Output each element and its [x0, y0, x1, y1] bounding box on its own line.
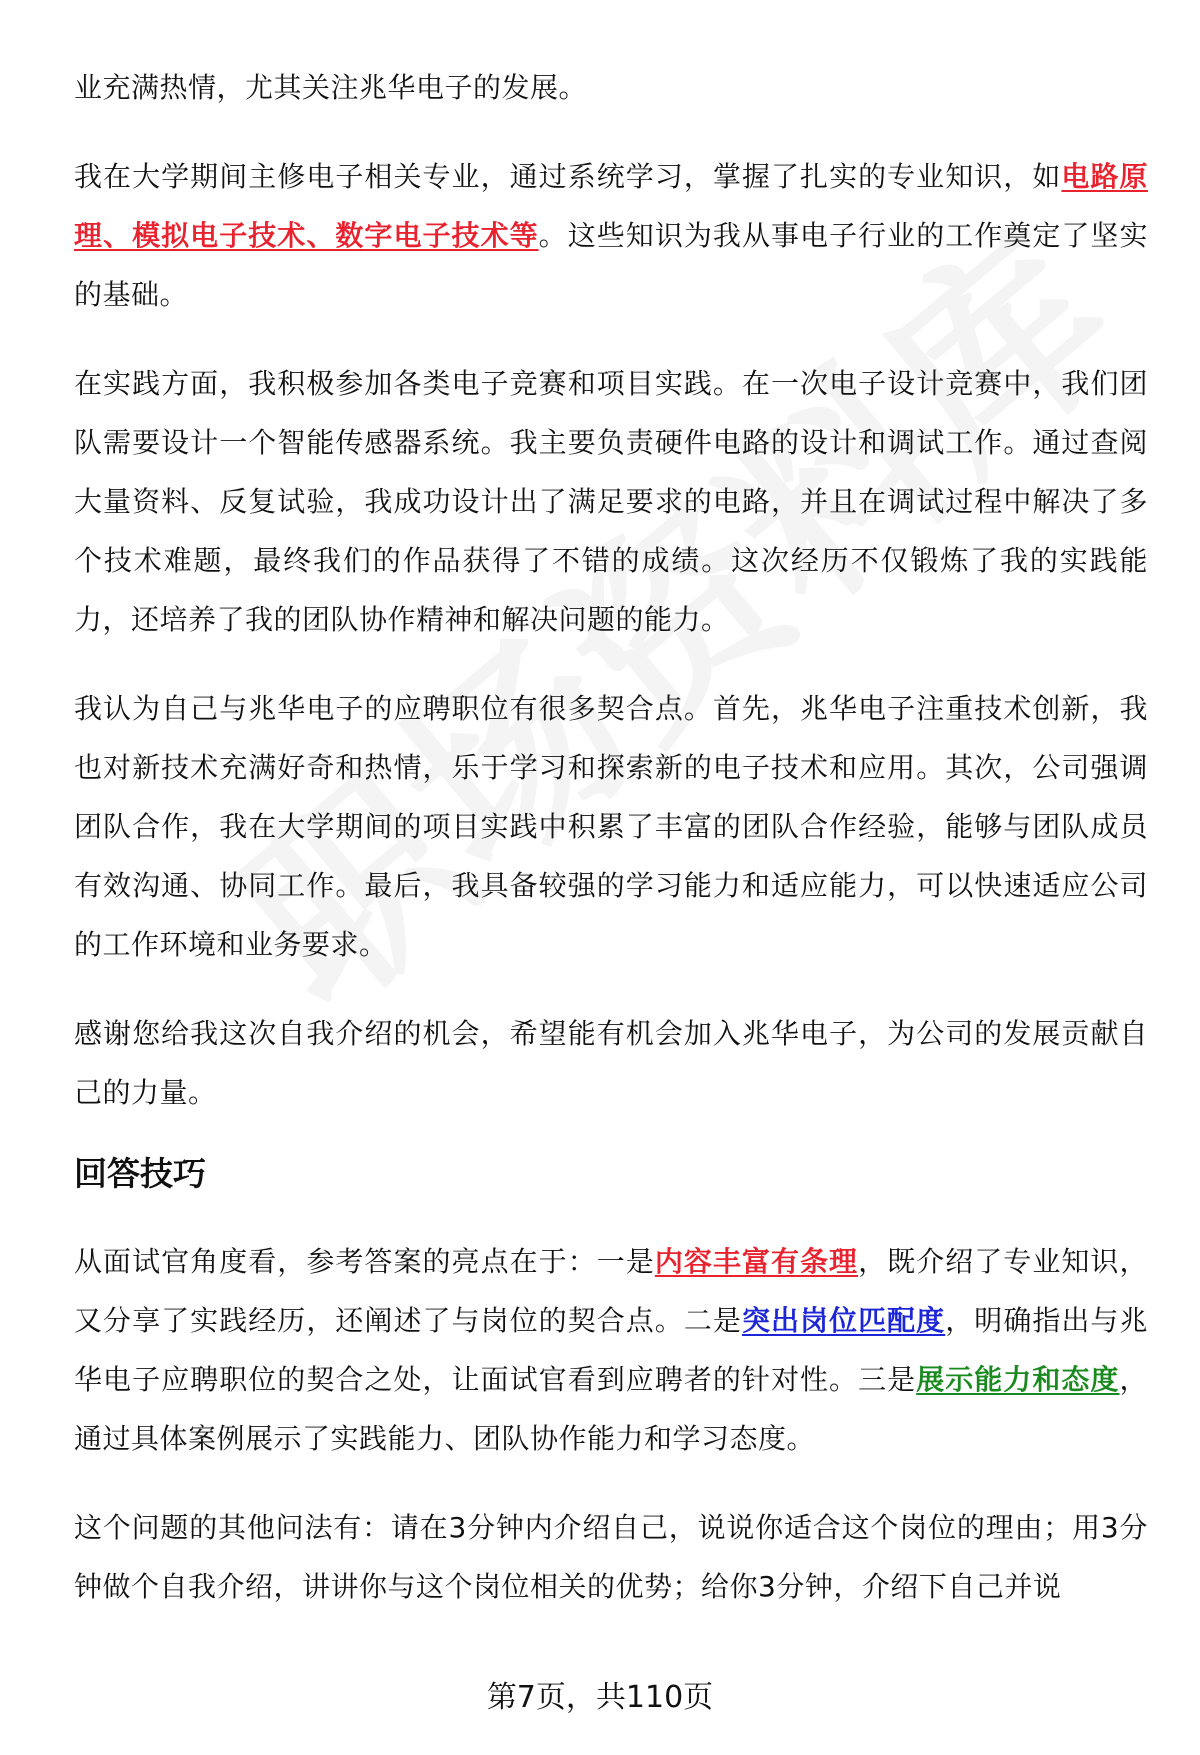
- paragraph-text: 从面试官角度看，参考答案的亮点在于：一是: [74, 1245, 655, 1278]
- page-content: [74, 58, 1148, 1646]
- paragraph-text: 我在大学期间主修电子相关专业，通过系统学习，掌握了扎实的专业知识，如: [74, 160, 1062, 193]
- paragraph-text: 在实践方面，我积极参加各类电子竞赛和项目实践。在一次电子设计竞赛中，我们团队需要设计一个智能传感器系统。我主要负责硬件电路的设计和调试工作。通过查阅大量资料、反复试验，我成功设计出了满足要求的电路，并且在调试过程中解决了多个技术难题，最终我们的作品获得了不错的成绩。这次经历不仅锻炼了我的实践能力，还培养了我的团队协作精神和解决问题的能力。: [74, 367, 1148, 636]
- paragraph-text: 感谢您给我这次自我介绍的机会，希望能有机会加入兆华电子，为公司的发展贡献自己的力量。: [74, 1017, 1148, 1109]
- paragraph-fit: [74, 679, 1148, 974]
- paragraph-other-questions: [74, 1498, 1148, 1616]
- paragraph-tips: [74, 1232, 1148, 1468]
- paragraph-text: ，既介绍了专业知识，又分享了实践经历，还阐述了与岗位的契合点。二是: [74, 1245, 1148, 1337]
- paragraph-thanks: [74, 1004, 1148, 1122]
- paragraph-text: 这个问题的其他问法有：请在3分钟内介绍自己，说说你适合这个岗位的理由；用3分钟做个自我介绍，讲讲你与这个岗位相关的优势；给你3分钟，介绍下自己并说: [74, 1511, 1148, 1603]
- paragraph-practice: [74, 354, 1148, 649]
- paragraph-text: 业充满热情，尤其关注兆华电子的发展。: [74, 71, 588, 104]
- paragraph-text: ，通过具体案例展示了实践能力、团队协作能力和学习态度。: [74, 1363, 1148, 1455]
- paragraph-text: 我认为自己与兆华电子的应聘职位有很多契合点。首先，兆华电子注重技术创新，我也对新技术充满好奇和热情，乐于学习和探索新的电子技术和应用。其次，公司强调团队合作，我在大学期间的项目实践中积累了丰富的团队合作经验，能够与团队成员有效沟通、协同工作。最后，我具备较强的学习能力和适应能力，可以快速适应公司的工作环境和业务要求。: [74, 692, 1148, 961]
- page-number: 第7页，共110页: [486, 1680, 714, 1715]
- highlight-rich-content: 内容丰富有条理: [654, 1245, 859, 1278]
- paragraph-education: [74, 147, 1148, 324]
- highlight-job-match: 突出岗位匹配度: [741, 1304, 946, 1337]
- paragraph-text: ，明确指出与兆华电子应聘职位的契合之处，让面试官看到应聘者的针对性。三是: [74, 1304, 1148, 1396]
- highlight-courses: 电路原理、模拟电子技术、数字电子技术等: [74, 160, 1148, 252]
- highlight-ability-attitude: 展示能力和态度: [916, 1363, 1120, 1396]
- paragraph-text: 。这些知识为我从事电子行业的工作奠定了坚实的基础。: [74, 219, 1148, 311]
- section-title: 回答技巧: [74, 1154, 206, 1193]
- paragraph-intro-end: [74, 58, 1148, 117]
